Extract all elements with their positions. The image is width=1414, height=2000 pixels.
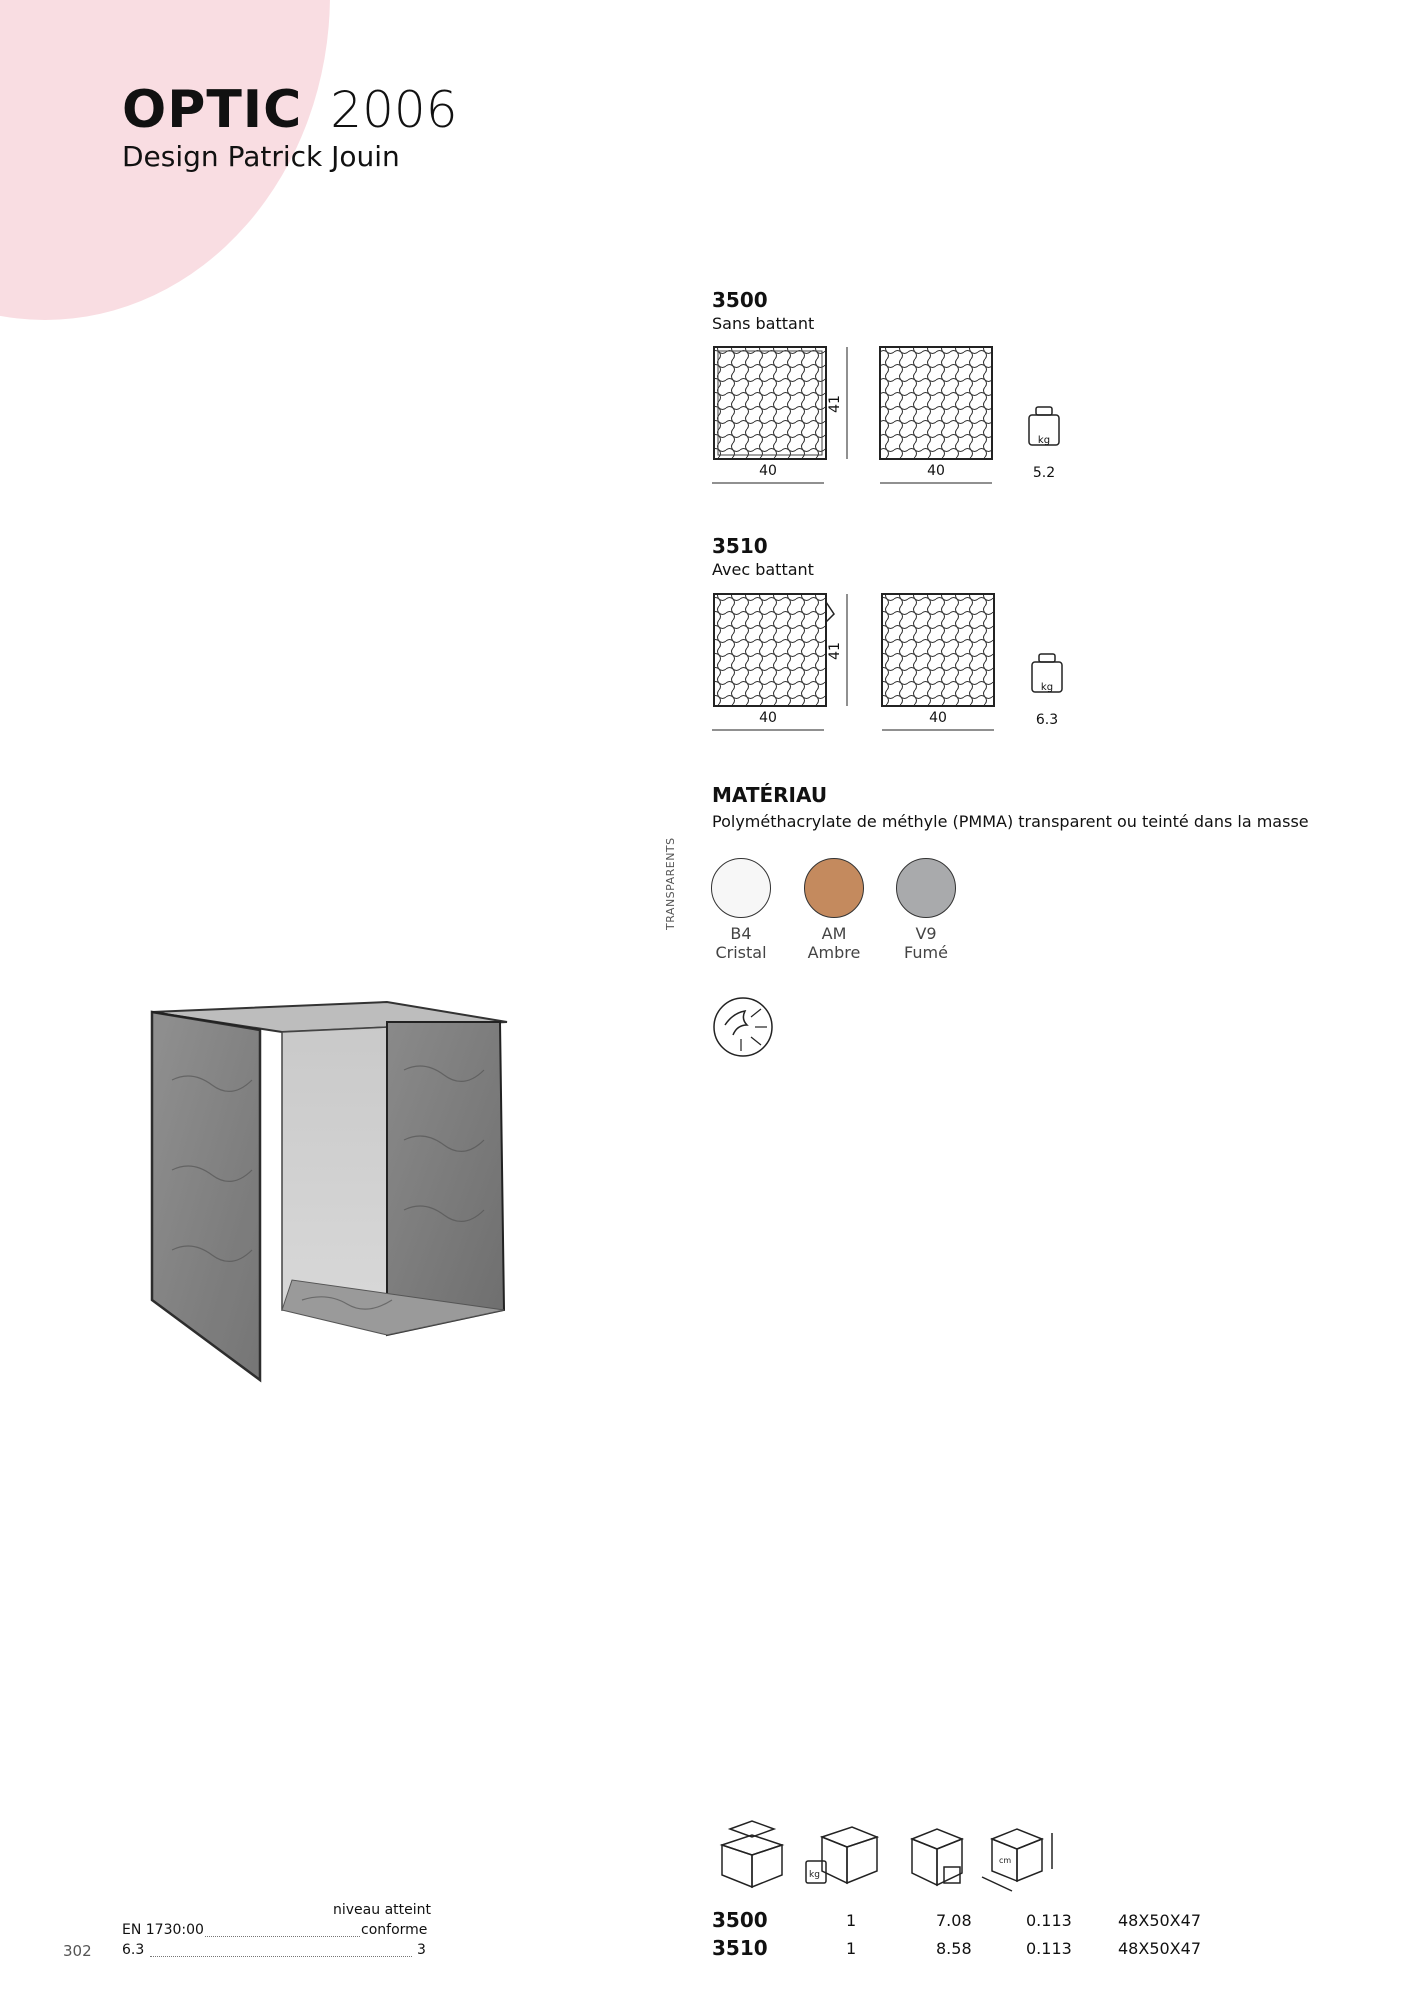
height-label: 41 bbox=[827, 395, 843, 413]
depth-label: 40 bbox=[929, 710, 947, 726]
pkg-weight: 7.08 bbox=[936, 1911, 972, 1930]
color-swatch-am bbox=[794, 858, 874, 962]
model-code: 3500 bbox=[712, 288, 768, 312]
pkg-dims: 48X50X47 bbox=[1118, 1911, 1201, 1930]
material-title: MATÉRIAU bbox=[712, 783, 828, 807]
product-photo bbox=[112, 980, 542, 1390]
stack-boxes-icon bbox=[722, 1821, 782, 1887]
side-view-drawing bbox=[882, 594, 994, 706]
height-label: 41 bbox=[827, 642, 843, 660]
page-title bbox=[122, 80, 458, 140]
designer-credit: Design Patrick Jouin bbox=[122, 140, 400, 173]
norms-heading: niveau atteint bbox=[333, 1902, 431, 1918]
pkg-volume: 0.113 bbox=[1026, 1911, 1072, 1930]
front-view-drawing bbox=[714, 347, 826, 459]
norm-standard: EN 1730:00 bbox=[122, 1922, 204, 1938]
weight-unit: kg bbox=[1040, 682, 1054, 693]
swatch-dot bbox=[804, 858, 864, 918]
pkg-code: 3500 bbox=[712, 1908, 768, 1932]
swatch-dot bbox=[711, 858, 771, 918]
material-description: Polyméthacrylate de méthyle (PMMA) transparent ou teinté dans la masse bbox=[712, 812, 1309, 831]
model-3500-header bbox=[712, 288, 814, 333]
side-view-drawing bbox=[880, 347, 992, 459]
weight-unit: kg bbox=[1037, 435, 1051, 446]
norm-standard: 6.3 bbox=[122, 1942, 145, 1958]
uv-sun-resistance-icon bbox=[711, 995, 775, 1059]
box-dimensions-icon bbox=[982, 1829, 1052, 1891]
model-desc: Avec battant bbox=[712, 560, 814, 579]
color-name: Cristal bbox=[715, 943, 767, 962]
product-name: OPTIC bbox=[122, 80, 303, 140]
color-code: AM bbox=[821, 924, 847, 943]
cm-text: cm bbox=[999, 1856, 1012, 1865]
swatch-dot bbox=[896, 858, 956, 918]
norm-dotted-line bbox=[205, 1936, 360, 1937]
model-desc: Sans battant bbox=[712, 314, 815, 333]
pkg-qty: 1 bbox=[846, 1939, 857, 1958]
pkg-weight: 8.58 bbox=[936, 1939, 972, 1958]
kg-text: kg bbox=[809, 1870, 820, 1880]
color-code: B4 bbox=[730, 924, 752, 943]
norm-value: 3 bbox=[417, 1942, 426, 1958]
color-swatch-b4 bbox=[701, 858, 781, 962]
model-code: 3510 bbox=[712, 534, 768, 558]
box-volume-icon bbox=[912, 1829, 962, 1885]
front-view-drawing bbox=[714, 594, 834, 706]
color-swatch-v9 bbox=[886, 858, 966, 962]
weight-value: 6.3 bbox=[1035, 712, 1059, 728]
pkg-qty: 1 bbox=[846, 1911, 857, 1930]
pkg-dims: 48X50X47 bbox=[1118, 1939, 1201, 1958]
product-year: 2006 bbox=[330, 81, 458, 139]
width-label: 40 bbox=[759, 463, 777, 479]
packaging-icons bbox=[712, 1815, 1132, 1895]
page-number: 302 bbox=[63, 1942, 92, 1960]
depth-label: 40 bbox=[927, 463, 945, 479]
color-name: Fumé bbox=[904, 943, 948, 962]
weight-value: 5.2 bbox=[1032, 465, 1056, 481]
norm-value: conforme bbox=[361, 1922, 428, 1938]
pkg-volume: 0.113 bbox=[1026, 1939, 1072, 1958]
color-code: V9 bbox=[915, 924, 937, 943]
pkg-code: 3510 bbox=[712, 1936, 768, 1960]
width-label: 40 bbox=[759, 710, 777, 726]
transparents-label: TRANSPARENTS bbox=[664, 837, 677, 930]
model-3510-header bbox=[712, 534, 814, 579]
color-name: Ambre bbox=[807, 943, 861, 962]
norm-dotted-line bbox=[150, 1956, 412, 1957]
